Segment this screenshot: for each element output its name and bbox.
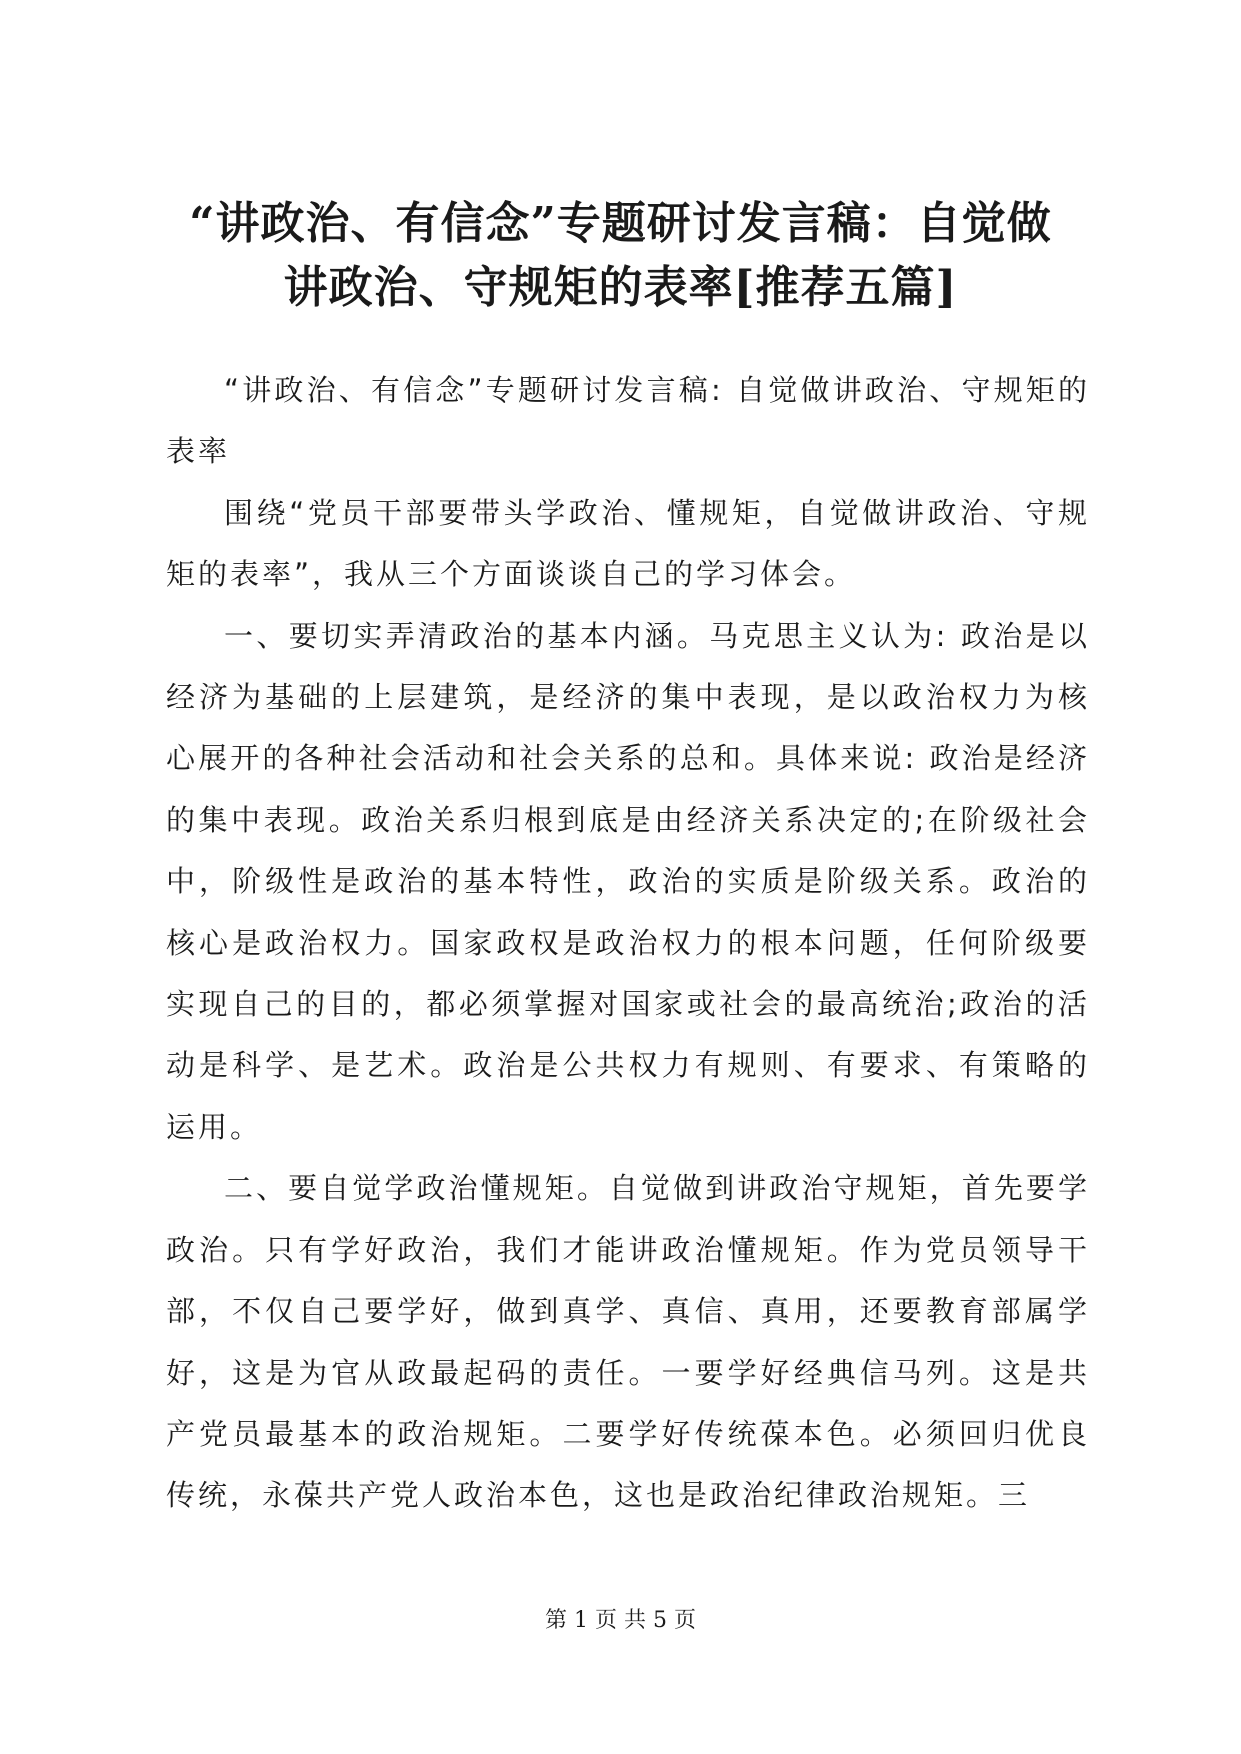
paragraph-intro: 围绕“党员干部要带头学政治、懂规矩，自觉做讲政治、守规矩的表率”，我从三个方面谈谈自己的学习体会。 [166, 495, 1090, 592]
title-line-2: 讲政治、守规矩的表率[推荐五篇] [283, 262, 958, 313]
paragraph-section-1: 一、要切实弄清政治的基本内涵。马克思主义认为: 政治是以经济为基础的上层建筑，是经济的集中表现，是以政治权力为核心展开的各种社会活动和社会关系的总和。具体来说: 政治是经济的集中表现。政治关系归根到底是由经济关系决定的;在阶级社会中，阶级性是政治的基本特性，政治的实质是阶级关系。政治的核心是政治权力。国家政权是政治权力的根本问题，任何阶级要实现自己的目的，都必须掌握对国家或社会的最高统治;政治的活动是科学、是艺术。政治是公共权力有规则、有要求、有策略的运用。 [166, 618, 1090, 1144]
title-line-1: “讲政治、有信念”专题研讨发言稿：自觉做 [189, 198, 1052, 249]
paragraph-section-2: 二、要自觉学政治懂规矩。自觉做到讲政治守规矩，首先要学政治。只有学好政治，我们才能讲政治懂规矩。作为党员领导干部，不仅自己要学好，做到真学、真信、真用，还要教育部属学好，这是为官从政最起码的责任。一要学好经典信马列。这是共产党员最基本的政治规矩。二要学好传统葆本色。必须回归优良传统，永葆共产党人政治本色，这也是政治纪律政治规矩。三 [166, 1171, 1090, 1513]
document-body [166, 360, 1090, 1527]
document-title [140, 192, 1101, 320]
paragraph-subtitle: “讲政治、有信念”专题研讨发言稿: 自觉做讲政治、守规矩的表率 [166, 373, 1090, 469]
page-footer: 第 1 页 共 5 页 [545, 1608, 696, 1633]
